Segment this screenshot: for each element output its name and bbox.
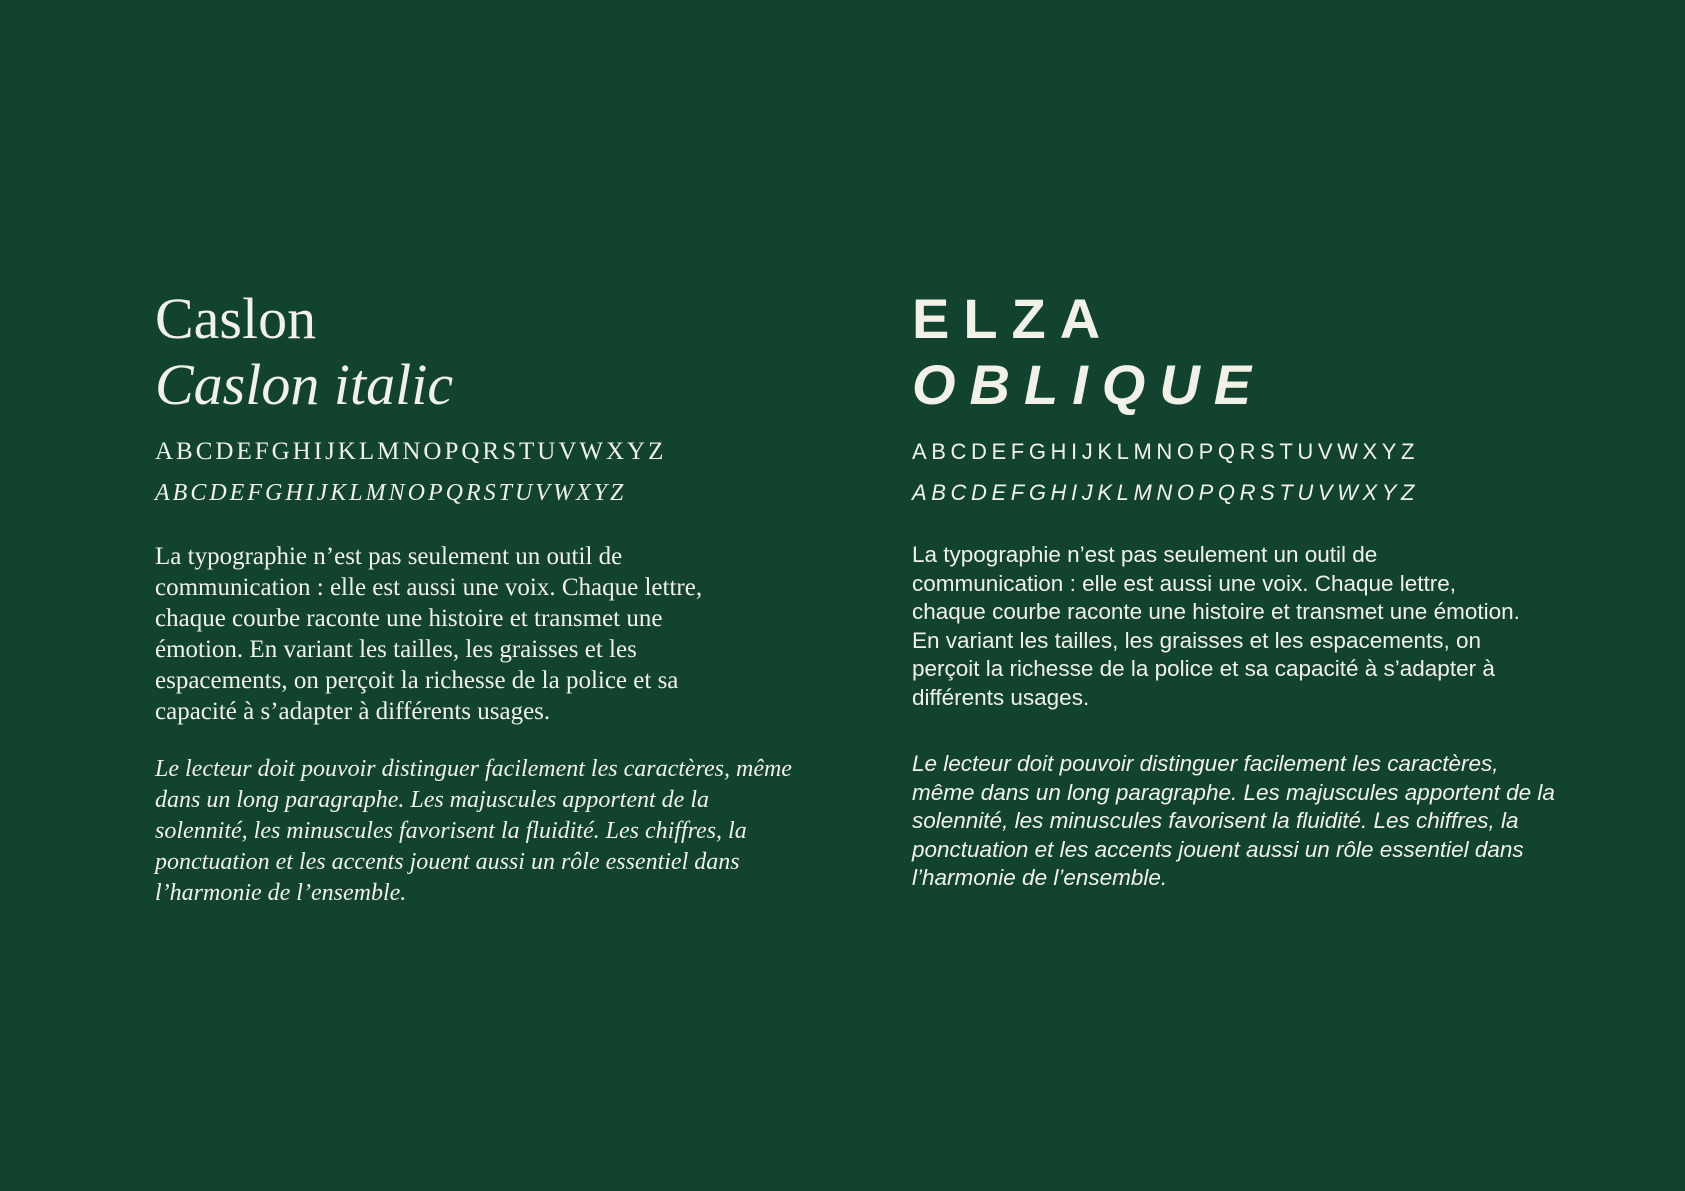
caslon-title: Caslon (155, 286, 317, 351)
caslon-italic-title: Caslon italic (155, 352, 454, 417)
elza-oblique-title: OBLIQUE (912, 353, 1266, 416)
elza-specimen (912, 286, 1562, 915)
elza-paragraph-italic: Le lecteur doit pouvoir distinguer facilement les caractères, même dans un long paragraphe. Les majuscules apportent de la solennité, les minuscules favorisent la fluidité. Les chiffres, la ponctuation et les accents jouent aussi un rôle essentiel dans l’harmonie de l’ensemble. (912, 751, 1555, 890)
elza-title: ELZA (912, 287, 1115, 350)
caslon-alphabet-italic: ABCDEFGHIJKLMNOPQRSTUVWXYZ (155, 480, 627, 506)
caslon-paragraph-italic: Le lecteur doit pouvoir distinguer facilement les caractères, même dans un long paragraphe. Les majuscules apportent de la solennité, les minuscules favorisent la fluidité. Les chiffres, la ponctuation et les accents jouent aussi un rôle essentiel dans l’harmonie de l’ensemble. (155, 756, 792, 906)
caslon-specimen (155, 286, 805, 933)
elza-paragraph: La typographie n’est pas seulement un outil de communication : elle est aussi une voix. Chaque lettre, chaque courbe raconte une histoire et transmet une émotion. En variant les tailles, les graisses et les espacements, on perçoit la richesse de la police et sa capacité à s’adapter à différents usages. (912, 542, 1520, 710)
caslon-paragraph: La typographie n’est pas seulement un outil de communication : elle est aussi une voix. Chaque lettre, chaque courbe raconte une histoire et transmet une émotion. En variant les tailles, les graisses et les espacements, on perçoit la richesse de la police et sa capacité à s’adapter à différents usages. (155, 543, 703, 725)
elza-alphabet-italic: ABCDEFGHIJKLMNOPQRSTUVWXYZ (912, 480, 1420, 505)
elza-alphabet: ABCDEFGHIJKLMNOPQRSTUVWXYZ (912, 439, 1420, 464)
caslon-alphabet: ABCDEFGHIJKLMNOPQRSTUVWXYZ (155, 438, 667, 465)
